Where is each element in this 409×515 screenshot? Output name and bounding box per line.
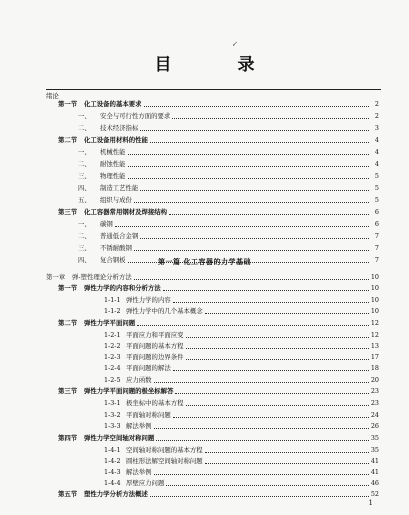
toc-entry-number: 1-4-1 <box>104 446 121 454</box>
toc-entry-page: 7 <box>374 256 379 264</box>
toc-entry-number: 二、 <box>78 160 91 168</box>
toc-entry-title: 极坐标中的基本方程 <box>126 399 184 407</box>
toc-entry-number: 1-4-3 <box>104 468 121 476</box>
toc-entry-label <box>104 376 152 385</box>
toc-entry-page: 7 <box>374 244 379 252</box>
toc-leader-dots <box>134 250 369 251</box>
toc-entry <box>78 148 379 157</box>
toc-entry <box>78 196 379 205</box>
toc-entry-number: 第一章 <box>46 273 66 281</box>
toc-entry-title: 弹性力学空间轴对称问题 <box>84 434 155 442</box>
toc-entry-number: 第五节 <box>58 490 78 498</box>
toc-entry-page: 2 <box>374 100 379 108</box>
toc-entry-number: 第二节 <box>58 319 78 327</box>
toc-entry <box>104 296 379 305</box>
toc-entry-label <box>78 184 138 193</box>
toc-entry <box>58 136 379 145</box>
toc-leader-dots <box>128 178 369 179</box>
toc-entry-label <box>58 387 173 396</box>
toc-entry-page: 5 <box>374 196 379 204</box>
toc-entry-label <box>78 232 138 241</box>
toc-entry-label <box>78 244 132 253</box>
toc-entry-label <box>58 136 148 145</box>
toc-entry-page: 10 <box>370 284 379 292</box>
toc-entry-label <box>104 468 152 477</box>
toc-leader-dots <box>115 226 369 227</box>
toc-entry-title: 不锈耐酸钢 <box>100 244 132 252</box>
toc-leader-dots <box>140 190 369 191</box>
toc-entry-page: 12 <box>370 319 379 327</box>
toc-entry-page: 13 <box>370 342 379 350</box>
toc-leader-dots <box>186 348 369 349</box>
toc-entry-label <box>78 112 170 121</box>
toc-leader-dots <box>205 452 369 453</box>
toc-entry-page: 17 <box>370 353 379 361</box>
toc-entry-title: 解法举例 <box>126 422 152 430</box>
toc-entry <box>104 399 379 408</box>
toc-entry-page: 10 <box>370 307 379 315</box>
toc-entry-page: 41 <box>370 457 379 465</box>
toc-entry-title: 平面问题的边界条件 <box>126 353 184 361</box>
toc-leader-dots <box>144 106 369 107</box>
toc-leader-dots <box>163 290 369 291</box>
toc-entry <box>58 208 379 217</box>
toc-leader-dots <box>175 393 368 394</box>
toc-entry <box>58 434 379 443</box>
toc-entry-title: 复合钢板 <box>100 256 126 264</box>
toc-leader-dots <box>173 302 369 303</box>
toc-entry-number: 五、 <box>78 196 91 204</box>
toc-leader-dots <box>156 440 369 441</box>
toc-entry-title: 平面轴对称问题 <box>126 411 171 419</box>
toc-entry-title: 化工容器常用钢材及焊接结构 <box>84 208 168 216</box>
toc-entry-page: 24 <box>370 411 379 419</box>
toc-entry-label <box>104 331 184 340</box>
toc-entry-title: 组织与成份 <box>100 196 132 204</box>
toc-entry <box>104 457 379 466</box>
toc-entry-label <box>104 399 184 408</box>
toc-entry-number: 三、 <box>78 244 91 252</box>
toc-entry-title: 空间轴对称问题的基本方程 <box>126 446 203 454</box>
toc-entry-title: 厚壁应力问题 <box>126 479 165 487</box>
toc-leader-dots <box>154 382 369 383</box>
scan-mark: ↙ <box>232 40 238 48</box>
toc-entry-number: 三、 <box>78 172 91 180</box>
toc-entry <box>58 490 379 499</box>
toc-entry-number: 二、 <box>78 232 91 240</box>
toc-entry-title: 化工设备用材料的性能 <box>84 136 148 144</box>
toc-entry-number: 1-2-3 <box>104 353 121 361</box>
toc-entry-number: 第二节 <box>58 136 78 144</box>
toc-entry-page: 35 <box>370 434 379 442</box>
toc-entry <box>104 353 379 362</box>
toc-entry-label <box>78 172 126 181</box>
toc-leader-dots <box>128 166 369 167</box>
toc-leader-dots <box>140 130 369 131</box>
toc-entry <box>78 232 379 241</box>
toc-entry-number: 一、 <box>78 148 91 156</box>
toc-leader-dots <box>205 463 369 464</box>
toc-leader-dots <box>172 118 369 119</box>
toc-entry <box>78 124 379 133</box>
toc-entry-label <box>104 342 184 351</box>
toc-entry-title: 平面问题的基本方程 <box>126 342 184 350</box>
toc-entry-number: 1-2-1 <box>104 331 121 339</box>
toc-entry-title: 解法举例 <box>126 468 152 476</box>
toc-leader-dots <box>173 370 369 371</box>
toc-entry-label <box>78 160 126 169</box>
toc-leader-dots <box>150 142 369 143</box>
toc-leader-dots <box>150 496 369 497</box>
part-heading: 第一篇 化工容器的力学基础 <box>158 257 251 266</box>
toc-entry-page: 6 <box>374 220 379 228</box>
toc-entry <box>58 319 379 328</box>
page-number: 1 <box>368 499 373 507</box>
toc-entry-page: 2 <box>374 112 379 120</box>
toc-entry-page: 20 <box>370 376 379 384</box>
toc-entry-label <box>104 364 171 373</box>
toc-entry-title: 制造工艺性能 <box>100 184 139 192</box>
toc-entry-number: 第一节 <box>58 100 78 108</box>
toc-entry-label <box>58 208 167 217</box>
toc-entry-number: 第一节 <box>58 284 78 292</box>
toc-entry-title: 平面问题的解法 <box>126 364 171 372</box>
toc-entry <box>58 387 379 396</box>
toc-entry <box>78 112 379 121</box>
toc-entry-title: 塑性力学分析方法概述 <box>84 490 148 498</box>
toc-leader-dots <box>134 279 369 280</box>
toc-leader-dots <box>140 238 369 239</box>
toc-entry-page: 7 <box>374 232 379 240</box>
toc-entry <box>104 446 379 455</box>
toc-entry-title: 弹性力学平面问题 <box>84 319 136 327</box>
toc-entry-number: 第三节 <box>58 208 78 216</box>
toc-entry-title: 机械性能 <box>100 148 126 156</box>
toc-leader-dots <box>169 214 369 215</box>
toc-entry <box>78 160 379 169</box>
toc-entry <box>104 364 379 373</box>
toc-entry-number: 四、 <box>78 256 91 264</box>
toc-entry-page: 4 <box>374 136 379 144</box>
toc-entry-page: 4 <box>374 160 379 168</box>
toc-entry-page: 4 <box>374 148 379 156</box>
toc-entry-page: 6 <box>374 208 379 216</box>
toc-entry <box>58 100 379 109</box>
toc-entry-page: 10 <box>370 296 379 304</box>
toc-entry-title: 安全与可行性方面的要求 <box>100 112 171 120</box>
toc-entry-page: 5 <box>374 172 379 180</box>
toc-entry-label <box>46 273 132 282</box>
toc-entry-label <box>58 284 161 293</box>
toc-entry-number: 1-1-1 <box>104 296 121 304</box>
toc-entry <box>104 422 379 431</box>
toc-entry-page: 41 <box>370 468 379 476</box>
toc-entry <box>104 411 379 420</box>
toc-entry-number: 一、 <box>78 220 91 228</box>
toc-entry-page: 35 <box>370 446 379 454</box>
toc-entry-title: 技术经济指标 <box>100 124 139 132</box>
toc-entry-label <box>104 296 171 305</box>
toc-leader-dots <box>154 474 369 475</box>
toc-entry-title: 圆柱形法解空间轴对称问题 <box>126 457 203 465</box>
toc-entry-page: 10 <box>370 273 379 281</box>
toc-entry <box>78 244 379 253</box>
toc-entry-page: 52 <box>370 490 379 498</box>
toc-leader-dots <box>173 417 369 418</box>
toc-entry-label <box>104 422 152 431</box>
toc-entry-number: 1-3-2 <box>104 411 121 419</box>
toc-entry-label <box>58 434 154 443</box>
toc-entry-number: 1-2-2 <box>104 342 121 350</box>
toc-entry-title: 弹性力学中的几个基本概念 <box>126 307 203 315</box>
toc-leader-dots <box>186 337 369 338</box>
toc-entry <box>104 331 379 340</box>
toc-entry <box>46 273 379 282</box>
toc-entry-label <box>104 307 203 316</box>
toc-entry-label <box>104 411 171 420</box>
toc-entry-number: 1-2-4 <box>104 364 121 372</box>
toc-entry-number: 1-4-4 <box>104 479 121 487</box>
toc-entry-title: 物理性能 <box>100 172 126 180</box>
toc-entry-label <box>104 457 203 466</box>
toc-leader-dots <box>166 485 369 486</box>
toc-entry-title: 应力函数 <box>126 376 152 384</box>
toc-entry-number: 二、 <box>78 124 91 132</box>
toc-entry-number: 第四节 <box>58 434 78 442</box>
toc-entry <box>78 220 379 229</box>
toc-entry-label <box>58 490 148 499</box>
toc-leader-dots <box>186 359 369 360</box>
toc-entry-number: 1-2-5 <box>104 376 121 384</box>
toc-leader-dots <box>128 154 369 155</box>
toc-entry-title: 弹性力学平面问题的极坐标解答 <box>84 387 174 395</box>
toc-entry-label <box>58 319 135 328</box>
toc-entry <box>104 342 379 351</box>
toc-entry-title: 弹性力学的内容和分析方法 <box>84 284 161 292</box>
toc-entry-number: 1-1-2 <box>104 307 121 315</box>
toc-entry-number: 一、 <box>78 112 91 120</box>
toc-entry-label <box>78 196 132 205</box>
toc-leader-dots <box>205 313 369 314</box>
toc-entry <box>78 184 379 193</box>
toc-entry-page: 18 <box>370 364 379 372</box>
toc-entry-number: 1-3-1 <box>104 399 121 407</box>
toc-entry-label <box>78 220 113 229</box>
toc-entry-number: 1-4-2 <box>104 457 121 465</box>
toc-entry-page: 12 <box>370 331 379 339</box>
toc-entry-label <box>78 124 138 133</box>
toc-entry <box>104 307 379 316</box>
top-rule <box>46 89 381 90</box>
toc-entry-title: 碳钢 <box>100 220 113 228</box>
toc-entry-page: 46 <box>370 479 379 487</box>
toc-entry-label <box>104 479 164 488</box>
toc-entry-label <box>104 446 203 455</box>
toc-entry-number: 四、 <box>78 184 91 192</box>
toc-entry-title: 弹性力学的内容 <box>126 296 171 304</box>
toc-entry-number: 1-3-3 <box>104 422 121 430</box>
toc-entry-number: 绪论 <box>46 92 59 100</box>
toc-entry-page: 23 <box>370 399 379 407</box>
toc-leader-dots <box>186 405 369 406</box>
toc-entry <box>78 172 379 181</box>
toc-entry-label <box>78 148 126 157</box>
toc-entry-label <box>104 353 184 362</box>
toc-leader-dots <box>137 325 369 326</box>
toc-entry-title: 弹-塑性理论分析方法 <box>72 273 132 281</box>
toc-leader-dots <box>134 202 369 203</box>
toc-entry-number: 第三节 <box>58 387 78 395</box>
toc-entry <box>104 468 379 477</box>
toc-entry-title: 化工设备的基本要求 <box>84 100 142 108</box>
toc-entry-title: 普通低合金钢 <box>100 232 139 240</box>
toc-entry-label <box>58 100 142 109</box>
page-title: 目 录 <box>154 55 285 75</box>
toc-entry-page: 3 <box>374 124 379 132</box>
toc-entry-title: 平面应力和平面应变 <box>126 331 184 339</box>
toc-entry-title: 耐蚀性能 <box>100 160 126 168</box>
toc-entry <box>104 376 379 385</box>
toc-entry <box>104 479 379 488</box>
toc-entry-page: 26 <box>370 422 379 430</box>
toc-leader-dots <box>154 428 369 429</box>
toc-entry <box>58 284 379 293</box>
toc-entry-page: 5 <box>374 184 379 192</box>
toc-entry-page: 23 <box>370 387 379 395</box>
